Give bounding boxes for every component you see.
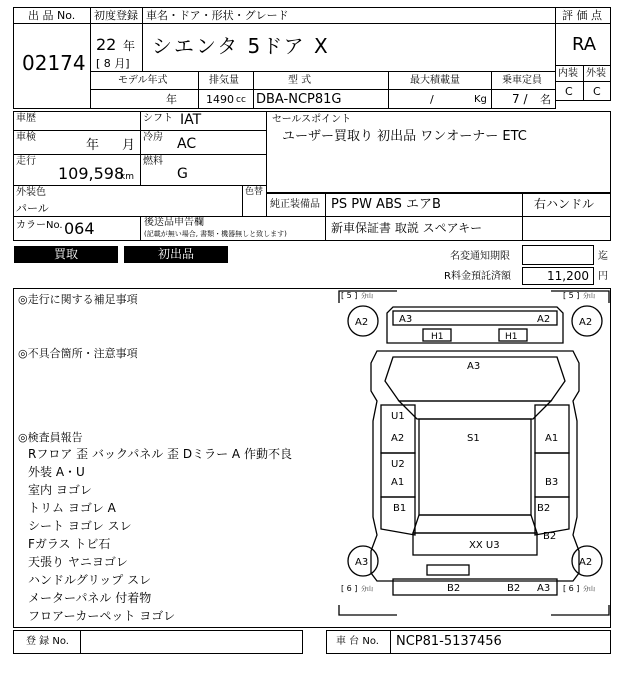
- rear-bumper-left-code: B2: [447, 583, 461, 594]
- interior-label: 内装: [558, 68, 578, 79]
- interior-score: C: [565, 85, 573, 98]
- name-change-box: [522, 245, 594, 265]
- recycle-amount: 11,200: [547, 269, 589, 283]
- diagram-frame-bottom-left: [339, 605, 397, 615]
- sales-point-text: ユーザー買取り 初出品 ワンオーナー ETC: [282, 129, 527, 144]
- model-code: DBA-NCP81G: [256, 92, 342, 107]
- color-label: 外装色: [16, 187, 46, 198]
- roof-code: S1: [467, 433, 480, 444]
- reg-month: [ 8 月]: [96, 57, 130, 70]
- report-line-9: メーターパネル 付着物: [28, 591, 152, 605]
- equipment-divider: [325, 193, 326, 217]
- score-value: RA: [572, 34, 597, 55]
- shift-label: シフト: [143, 113, 173, 124]
- right-rear-quarter-code-2: B2: [543, 531, 557, 542]
- exterior-score: C: [593, 85, 601, 98]
- color-change-label: 色替: [245, 187, 264, 197]
- lot-label-divider: [13, 23, 91, 24]
- docs-note: (記載が無い場合, 書類・機器無しと致します): [144, 230, 287, 238]
- ac-value: AC: [177, 136, 197, 152]
- displacement-value: 1490: [206, 93, 234, 106]
- left-rear-quarter-code: B1: [393, 503, 407, 514]
- chassis-number: NCP81-5137456: [396, 634, 502, 649]
- vehicle-label: 車名・ドア・形状・グレード: [146, 9, 289, 22]
- first-listing-tag: 初出品: [124, 246, 228, 263]
- score-label: 評 価 点: [562, 9, 602, 22]
- spec-row-divider-top: [90, 71, 556, 72]
- reg-divider: [142, 23, 143, 71]
- report-line-6: Fガラス トビ石: [28, 537, 111, 551]
- license-plate: [427, 565, 469, 575]
- equipment-label: 純正装備品: [270, 199, 320, 210]
- col-div-2: [253, 71, 254, 109]
- front-right-door-code: A1: [545, 433, 559, 444]
- vehicle-label-divider: [90, 23, 556, 24]
- recycle-label: R料金預託済額: [444, 271, 511, 282]
- bonnet-code: A3: [467, 361, 481, 372]
- capacity-value: 7 /: [512, 92, 528, 106]
- wheel-front-right-code: A2: [579, 317, 593, 328]
- model-year-label: モデル年式: [118, 75, 168, 86]
- capacity-label: 乗車定員: [502, 75, 542, 86]
- wheel-front-left-code: A2: [355, 317, 369, 328]
- inspection-label: 車検: [16, 132, 36, 143]
- rear-bumper-corner-code: A3: [537, 583, 551, 594]
- headlight-right-code: H1: [505, 332, 518, 342]
- score-mid-divider: [583, 65, 584, 101]
- displacement-label: 排気量: [209, 75, 239, 86]
- front-bumper-top: [393, 311, 557, 325]
- color-no-value: 064: [64, 219, 95, 238]
- report-line-7: 天張り ヤニヨゴレ: [28, 555, 128, 569]
- report-line-2: 外装 A・U: [28, 465, 85, 479]
- max-load-label: 最大積載量: [410, 75, 460, 86]
- spec-row-divider-mid: [90, 89, 556, 90]
- model-year-unit: 年: [166, 93, 177, 106]
- mileage-unit: km: [120, 172, 134, 182]
- ac-label: 冷房: [143, 132, 163, 143]
- rear-left-tire-unit: 分山: [361, 586, 374, 593]
- color-box: [13, 185, 267, 217]
- diagram-frame-bottom-right: [551, 605, 609, 615]
- type-label: 型 式: [288, 75, 312, 86]
- exterior-label: 外装: [586, 68, 606, 79]
- report-line-1: Rフロア 歪 バックパネル 歪 Dミラー A 作動不良: [28, 447, 292, 461]
- front-right-tire-count: [ 5 ]: [563, 291, 580, 300]
- steering-value: 右ハンドル: [534, 197, 595, 211]
- chassis-divider: [390, 630, 391, 654]
- docs-label: 後送品申告欄: [144, 217, 204, 228]
- inspector-label: ◎検査員報告: [18, 431, 83, 444]
- color-divider: [242, 185, 243, 217]
- col-div-1: [198, 71, 199, 109]
- front-bumper-right-code: A2: [537, 314, 551, 325]
- lot-label: 出 品 No.: [28, 9, 76, 22]
- mileage-label: 走行: [16, 156, 36, 167]
- specs-row1: [13, 130, 267, 131]
- equipment-value: PS PW ABS エアB: [331, 197, 441, 212]
- col-div-4: [491, 71, 492, 109]
- report-line-10: フロアーカーペット ヨゴレ: [28, 609, 176, 623]
- front-left-door-code-2: A2: [391, 433, 405, 444]
- reg-year: 22: [96, 35, 117, 54]
- report-line-4: トリム ヨゴレ A: [28, 501, 116, 515]
- recycle-unit: 円: [598, 271, 608, 282]
- defects-label: ◎不具合箇所・注意事項: [18, 347, 138, 360]
- windshield: [399, 401, 551, 419]
- history-label: 車歴: [16, 113, 36, 124]
- lot-number: 02174: [22, 51, 86, 75]
- name-change-label: 名変通知期限: [450, 251, 510, 262]
- shift-value: IAT: [180, 112, 202, 128]
- rear-bumper-right-code: B2: [507, 583, 521, 594]
- specs-vdivider: [140, 111, 141, 186]
- rear-right-tire-count: [ 6 ]: [563, 584, 580, 593]
- rear-left-tire-count: [ 6 ]: [341, 584, 358, 593]
- rear-right-tire-unit: 分山: [583, 586, 596, 593]
- front-bumper-left-code: A3: [399, 314, 413, 325]
- rear-right-door: [535, 453, 569, 497]
- diagram-frame-top-right: [551, 291, 609, 303]
- rear-left-door-code-2: A1: [391, 477, 405, 488]
- front-left-tire-count: [ 5 ]: [341, 291, 358, 300]
- rear-left-door-code-1: U2: [391, 459, 405, 470]
- chassis-label: 車 台 No.: [336, 636, 379, 647]
- score-label-divider: [555, 81, 611, 82]
- reg-year-unit: 年: [123, 39, 136, 53]
- front-left-door-code-1: U1: [391, 411, 405, 422]
- score-divider: [555, 23, 611, 24]
- wheel-rear-left-code: A3: [355, 557, 369, 568]
- front-left-tire-unit: 分山: [361, 293, 374, 300]
- first-reg-divider: [142, 7, 143, 23]
- front-right-tire-unit: 分山: [583, 293, 596, 300]
- color-value: パール: [16, 202, 49, 215]
- col-div-3: [388, 71, 389, 109]
- right-rear-quarter-code-1: B2: [537, 503, 551, 514]
- wheel-rear-right-code: A2: [579, 557, 593, 568]
- first-reg-label: 初度登録: [94, 9, 138, 22]
- color-no-label: カラーNo.: [16, 220, 63, 231]
- docs-divider: [325, 216, 326, 241]
- mileage-value: 109,598: [58, 164, 125, 183]
- name-change-suffix: 迄: [598, 251, 608, 262]
- report-line-5: シート ヨゴレ スレ: [28, 519, 132, 533]
- max-load-sep: /: [430, 93, 434, 106]
- car-name: シエンタ 5ドア X: [152, 34, 330, 58]
- rear-window: [413, 515, 537, 533]
- headlight-left-code: H1: [431, 332, 444, 342]
- back-door-code: XX U3: [469, 540, 500, 551]
- report-line-3: 室内 ヨゴレ: [28, 483, 92, 497]
- fuel-value: G: [177, 166, 188, 182]
- purchase-tag: 買取: [14, 246, 118, 263]
- fuel-label: 燃料: [143, 156, 163, 167]
- displacement-unit: cc: [236, 95, 246, 105]
- max-load-unit: Kg: [474, 94, 487, 105]
- car-damage-diagram: [337, 289, 611, 619]
- docs-value: 新車保証書 取説 スペアキー: [331, 221, 483, 235]
- reg-no-divider: [80, 630, 81, 654]
- inspection-year: 年: [86, 138, 100, 153]
- running-notes-label: ◎走行に関する補足事項: [18, 293, 138, 306]
- reg-no-label: 登 録 No.: [26, 636, 69, 647]
- specs-row2: [13, 154, 267, 155]
- report-line-8: ハンドルグリップ スレ: [28, 573, 152, 587]
- inspection-month: 月: [122, 138, 136, 153]
- rear-right-door-code: B3: [545, 477, 559, 488]
- sales-point-label: セールスポイント: [272, 114, 352, 125]
- capacity-unit: 名: [540, 93, 551, 106]
